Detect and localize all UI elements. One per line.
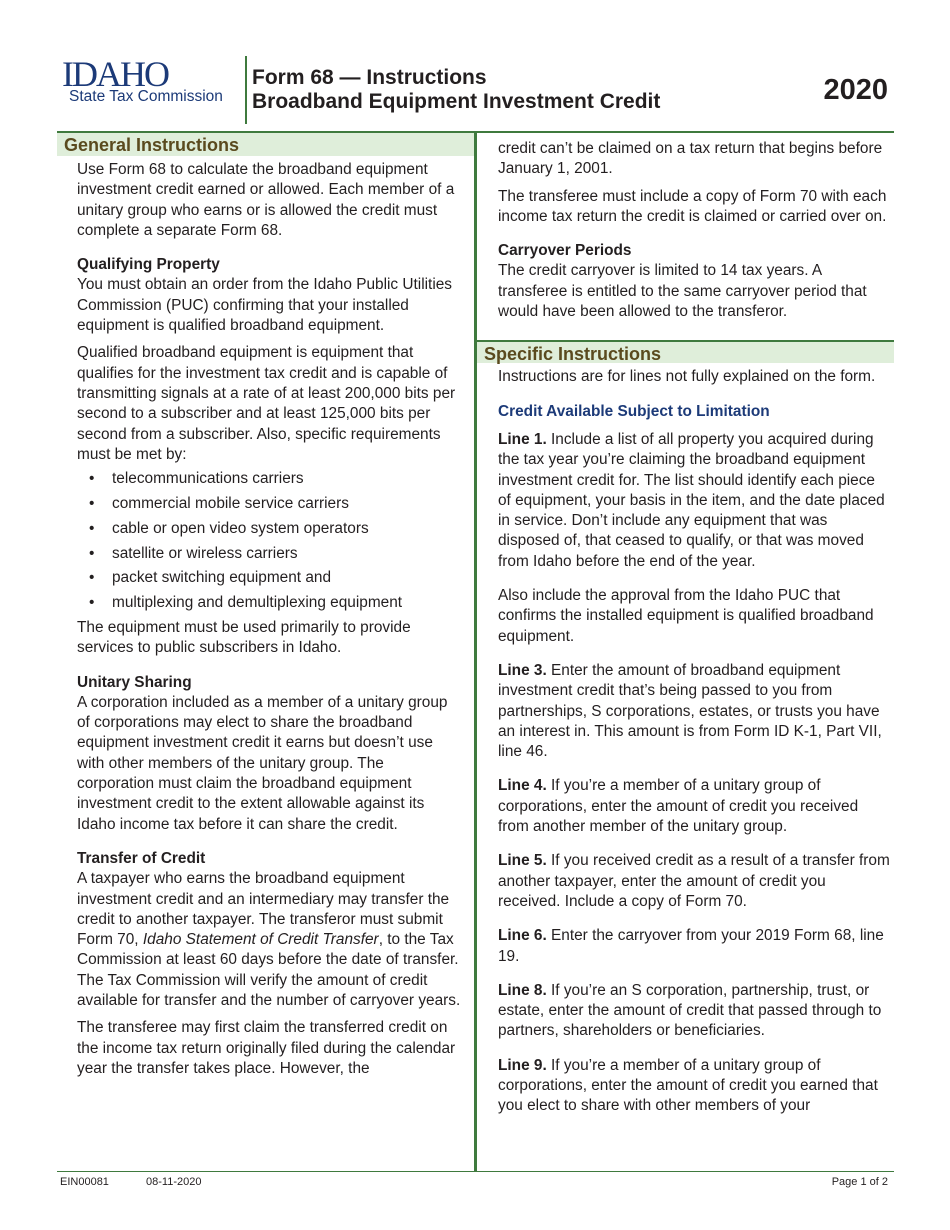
unitary-sharing-heading: Unitary Sharing: [77, 673, 192, 691]
list-item: • commercial mobile service carriers: [77, 494, 464, 514]
unitary-p1: A corporation included as a member of a unitary group of corporations may elect to share the broadband equipment investment credit it earns but doesn’t use with other members of the unitary group. The corporation must claim the broadband equipment investment credit to the extent allowable against its Idaho income tax before it can share the credit.: [77, 693, 448, 833]
line-3-instruction: [498, 661, 890, 762]
line-label: Line 1.: [498, 430, 547, 448]
form-code: EIN00081: [60, 1176, 109, 1188]
line-4-instruction: [498, 776, 890, 837]
line-1-instruction: [498, 430, 890, 572]
qualifying-bullet-list: [77, 469, 464, 613]
left-column: [57, 133, 474, 1079]
carryover-periods-heading: Carryover Periods: [498, 242, 632, 260]
line-text: If you received credit as a result of a transfer from another taxpayer, enter the amount of credit you received. Include a copy of Form 70.: [498, 852, 890, 910]
line-text: Include a list of all property you acquired during the tax year you’re claiming the broadband equipment investment credit for. The list should identify each piece of equipment, your basis in the item, and the date placed in service. Don’t include any equipment that was disposed of, that ceased to qualify, or that was moved from Idaho before the end of the year.: [498, 430, 885, 570]
qualifying-p1: You must obtain an order from the Idaho Public Utilities Commission (PUC) confirming that your installed equipment is qualified broadband equipment.: [77, 276, 452, 335]
line-8-instruction: [498, 981, 890, 1042]
credit-available-heading: Credit Available Subject to Limitation: [498, 402, 770, 420]
puc-approval-instruction: Also include the approval from the Idaho PUC that confirms the installed equipment is qualified broadband equipment.: [498, 587, 874, 645]
carryover-p1: The credit carryover is limited to 14 tax years. A transferee is entitled to the same carryover period that would have been allowed to the transferor.: [498, 262, 867, 321]
transfer-p1-b: , to the Tax Commission at least 60 days before the date of transfer. The Tax Commission will verify the amount of credit available for transfer and the number of carryover years.: [77, 931, 461, 1009]
line-label: Line 9.: [498, 1056, 547, 1074]
qualifying-property-heading: Qualifying Property: [77, 256, 220, 274]
tax-year: 2020: [823, 74, 888, 106]
header-divider: [245, 56, 247, 124]
transfer-of-credit-heading: Transfer of Credit: [77, 849, 206, 867]
logo-mark: IDAHO: [62, 54, 168, 94]
line-6-instruction: [498, 926, 890, 967]
line-label: Line 4.: [498, 777, 547, 795]
transfer-p2: The transferee may first claim the transferred credit on the income tax return originally filed during the calendar year the transfer takes place. However, the: [77, 1019, 456, 1077]
bottom-rule: [57, 1171, 894, 1172]
line-5-instruction: [498, 851, 890, 912]
transfer-p1: [77, 869, 464, 1011]
qualifying-p3: The equipment must be used primarily to provide services to public subscribers in Idaho.: [77, 618, 411, 657]
revision-date: 08-11-2020: [146, 1176, 202, 1188]
list-item: • cable or open video system operators: [77, 519, 464, 539]
line-label: Line 5.: [498, 852, 547, 870]
line-text: If you’re a member of a unitary group of corporations, enter the amount of credit you received from another member of the unitary group.: [498, 777, 859, 836]
list-item: • satellite or wireless carriers: [77, 544, 464, 564]
qualifying-p2: Qualified broadband equipment is equipment that qualifies for the investment tax credit and is capable of transmitting signals at a rate of at least 200,000 bits per second to a subscriber and at least 125,000 bits per second from a subscriber. Also, specific requirements must be met by:: [77, 344, 456, 463]
form-title-line1: Form 68 — Instructions: [252, 66, 487, 89]
transfer-p3: The transferee must include a copy of Form 70 with each income tax return the credit is claimed or carried over on.: [498, 187, 887, 225]
line-label: Line 8.: [498, 981, 547, 999]
line-label: Line 6.: [498, 927, 547, 945]
line-text: Enter the carryover from your 2019 Form 68, line 19.: [498, 927, 884, 965]
list-item: • telecommunications carriers: [77, 469, 464, 489]
line-label: Line 3.: [498, 661, 547, 679]
form-70-title: Idaho Statement of Credit Transfer: [142, 931, 379, 949]
transfer-p2-continued: credit can’t be claimed on a tax return that begins before January 1, 2001.: [498, 140, 883, 178]
page-number: Page 1 of 2: [831, 1176, 888, 1188]
line-9-instruction: [498, 1056, 890, 1117]
specific-instructions-heading: Specific Instructions: [477, 340, 894, 363]
general-instructions-heading: General Instructions: [57, 133, 474, 156]
form-title-line2: Broadband Equipment Investment Credit: [252, 90, 661, 113]
list-item: • packet switching equipment and: [77, 568, 464, 588]
line-text: If you’re an S corporation, partnership, trust, or estate, enter the amount of credit that passed through to partners, shareholders or beneficiaries.: [498, 981, 882, 1040]
logo-subtitle: State Tax Commission: [69, 88, 223, 105]
line-text: Enter the amount of broadband equipment investment credit that’s being passed to you from partnerships, S corporations, estates, or trusts you have an interest in. This amount is from Form ID K-1, Part VII, line 46.: [498, 661, 882, 761]
specific-intro: Instructions are for lines not fully explained on the form.: [498, 368, 876, 386]
idaho-tax-commission-logo: [62, 56, 242, 108]
form-title: [252, 66, 660, 114]
right-column: [477, 139, 894, 1117]
line-text: If you’re a member of a unitary group of corporations, enter the amount of credit you earned that you elect to share with other members of your: [498, 1056, 878, 1115]
list-item: • multiplexing and demultiplexing equipment: [77, 593, 464, 613]
general-intro: Use Form 68 to calculate the broadband equipment investment credit earned or allowed. Each member of a unitary group who earns or is allowed the credit must complete a separate Form 68.: [77, 161, 455, 239]
transfer-p1-a: A taxpayer who earns the broadband equipment investment credit and an intermediary may transfer the credit to another taxpayer. The transferor must submit Form 70,: [77, 870, 450, 949]
